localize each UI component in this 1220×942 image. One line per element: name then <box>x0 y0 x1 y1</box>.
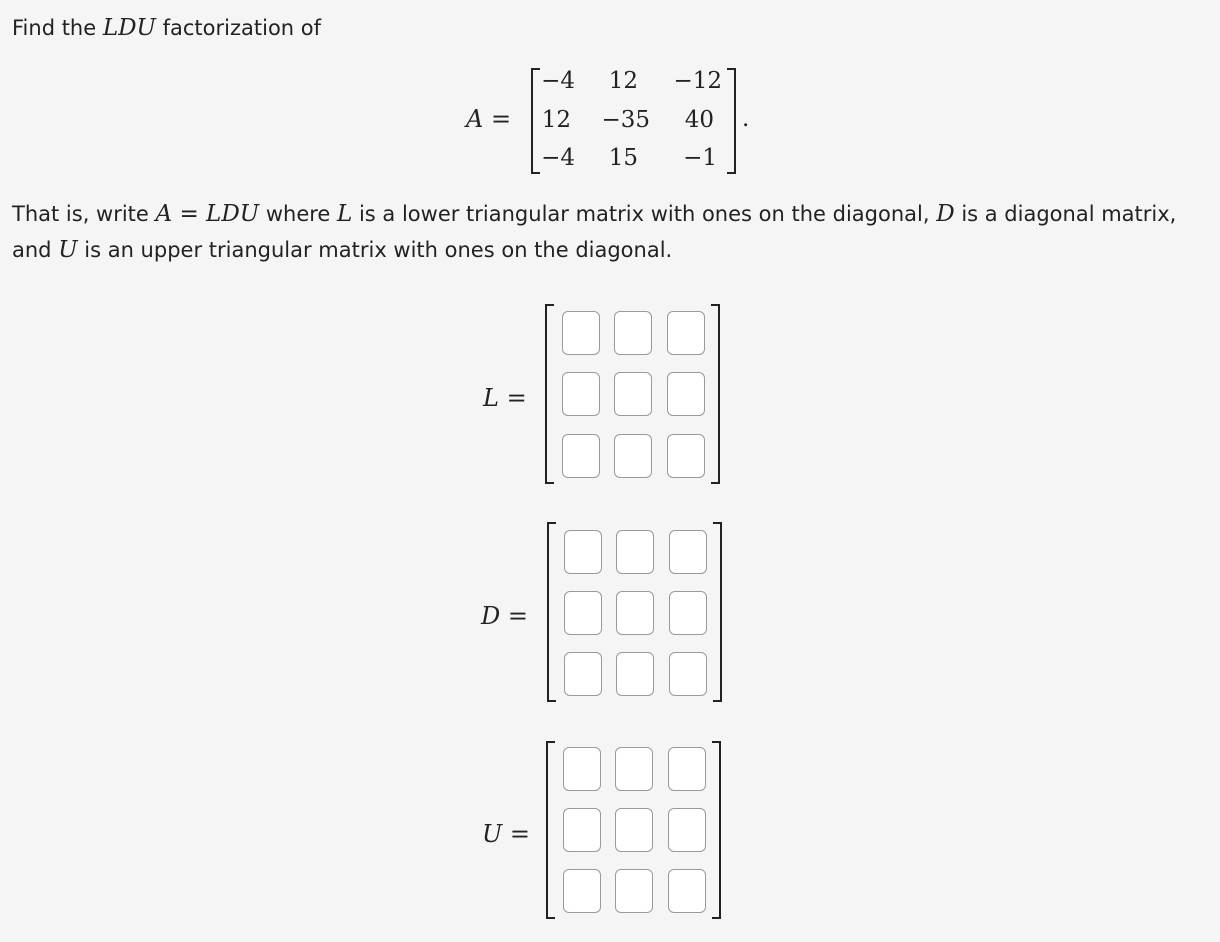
l-entry-r1c1[interactable] <box>562 311 600 355</box>
matrix-l-left-bracket <box>545 304 554 484</box>
l-entry-r3c3[interactable] <box>667 434 705 478</box>
d-entry-r1c1[interactable] <box>564 530 602 574</box>
matrix-a-label <box>466 104 511 134</box>
matrix-l-equals: = <box>506 384 527 412</box>
d-entry-r2c1[interactable] <box>564 591 602 635</box>
desc2-U: U <box>58 237 78 263</box>
l-entry-r3c2[interactable] <box>614 434 652 478</box>
matrix-d-label <box>481 601 528 631</box>
d-entry-r3c1[interactable] <box>564 652 602 696</box>
matrix-u-label <box>482 819 530 849</box>
matrix-a-cell: 12 <box>608 68 638 94</box>
u-entry-r1c2[interactable] <box>615 747 653 791</box>
desc1-d: is a diagonal matrix, <box>954 202 1177 226</box>
matrix-l-right-bracket <box>711 304 720 484</box>
matrix-u-equals: = <box>509 820 530 848</box>
desc1-D: D <box>936 201 955 227</box>
u-entry-r3c2[interactable] <box>615 869 653 913</box>
matrix-d-right-bracket <box>713 522 722 702</box>
d-entry-r1c2[interactable] <box>616 530 654 574</box>
desc1-LDU: LDU <box>206 201 260 227</box>
matrix-d-equals: = <box>507 602 528 630</box>
d-entry-r3c3[interactable] <box>669 652 707 696</box>
matrix-a-cell: −4 <box>541 68 575 94</box>
description-line-1 <box>12 196 1176 232</box>
intro-math-ldu: LDU <box>102 15 156 41</box>
matrix-u-name: U <box>482 820 503 848</box>
description-line-2 <box>12 232 672 268</box>
matrix-l-name: L <box>483 384 499 412</box>
desc1-a: That is, write <box>12 202 156 226</box>
d-entry-r2c2[interactable] <box>616 591 654 635</box>
desc2-a: and <box>12 238 59 262</box>
l-entry-r1c3[interactable] <box>667 311 705 355</box>
desc1-b: where <box>259 202 338 226</box>
l-entry-r3c1[interactable] <box>562 434 600 478</box>
d-entry-r3c2[interactable] <box>616 652 654 696</box>
desc1-A: A <box>155 201 173 227</box>
u-entry-r1c3[interactable] <box>668 747 706 791</box>
matrix-a-cell: −35 <box>601 107 650 133</box>
intro-suffix: factorization of <box>155 16 322 40</box>
matrix-a-cell: −4 <box>541 145 575 171</box>
matrix-a-right-bracket <box>727 68 736 174</box>
matrix-u-right-bracket <box>712 741 721 919</box>
desc1-L: L <box>337 201 353 227</box>
matrix-a-cell: 40 <box>684 107 714 133</box>
u-entry-r3c1[interactable] <box>563 869 601 913</box>
matrix-a-cell: −1 <box>683 145 717 171</box>
u-entry-r2c2[interactable] <box>615 808 653 852</box>
intro-text <box>12 10 321 46</box>
u-entry-r2c1[interactable] <box>563 808 601 852</box>
u-entry-r3c3[interactable] <box>668 869 706 913</box>
l-entry-r1c2[interactable] <box>614 311 652 355</box>
intro-prefix: Find the <box>12 16 103 40</box>
l-entry-r2c3[interactable] <box>667 372 705 416</box>
d-entry-r2c3[interactable] <box>669 591 707 635</box>
matrix-u-left-bracket <box>546 741 555 919</box>
u-entry-r1c1[interactable] <box>563 747 601 791</box>
desc1-c: is a lower triangular matrix with ones on the diagonal, <box>352 202 937 226</box>
matrix-d-name: D <box>481 602 501 630</box>
matrix-d-left-bracket <box>547 522 556 702</box>
desc1-eq: = <box>172 201 207 227</box>
desc2-b: is an upper triangular matrix with ones on the diagonal. <box>77 238 673 262</box>
matrix-a-name: A <box>466 105 484 133</box>
l-entry-r2c1[interactable] <box>562 372 600 416</box>
matrix-l-label <box>483 383 527 413</box>
d-entry-r1c3[interactable] <box>669 530 707 574</box>
l-entry-r2c2[interactable] <box>614 372 652 416</box>
u-entry-r2c3[interactable] <box>668 808 706 852</box>
matrix-a-cell: 12 <box>541 107 571 133</box>
matrix-a-cell: 15 <box>608 145 638 171</box>
matrix-a-equals: = <box>490 105 512 133</box>
matrix-a-cell: −12 <box>673 68 722 94</box>
matrix-a-period: . <box>742 106 750 132</box>
